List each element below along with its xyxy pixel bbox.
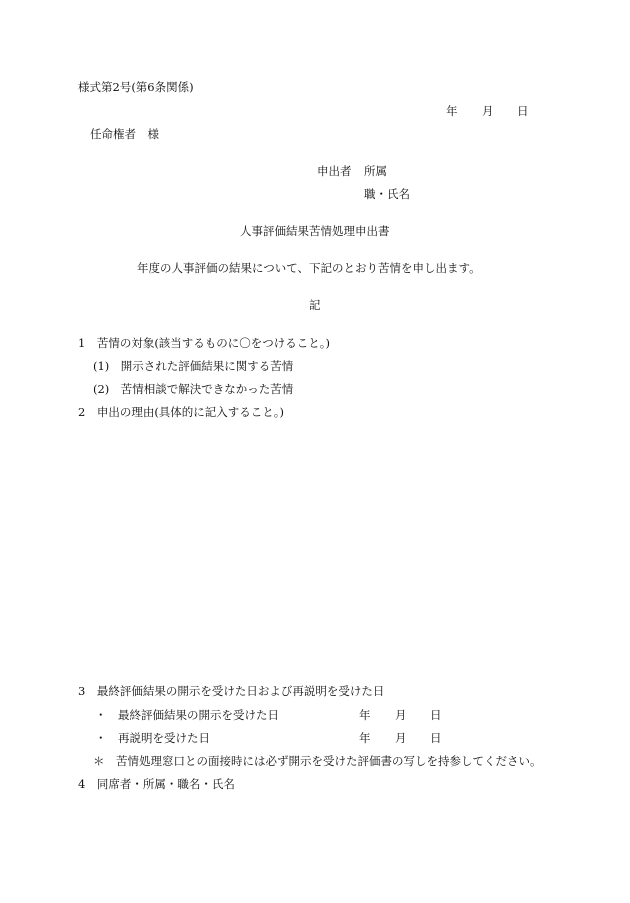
date-day-label: 日: [517, 104, 529, 118]
section-3-row-2-day: 日: [430, 731, 442, 745]
document-title: 人事評価結果苦情処理申出書: [240, 224, 390, 238]
applicant-affiliation-label: 所属: [364, 164, 387, 178]
section-3-heading: 3 最終評価結果の開示を受けた日および再説明を受けた日: [78, 684, 385, 698]
reason-writing-area[interactable]: [78, 425, 548, 675]
applicant-label: 申出者: [317, 164, 352, 178]
section-3-row-1-day: 日: [430, 708, 442, 722]
section-1-option-2: (2) 苦情相談で解決できなかった苦情: [93, 382, 294, 396]
section-2-heading: 2 申出の理由(具体的に記入すること。): [78, 405, 285, 419]
section-3-row-1-year: 年: [359, 708, 371, 722]
section-3-row-2-label: ・ 再説明を受けた日: [95, 731, 210, 745]
applicant-title-name-label: 職・氏名: [364, 187, 410, 201]
section-3-row-2-year: 年: [359, 731, 371, 745]
section-3-row-1-month: 月: [395, 708, 407, 722]
section-4-heading: 4 同席者・所属・職名・氏名: [78, 777, 235, 791]
addressee: 任命権者 様: [90, 127, 159, 141]
section-1-option-1: (1) 開示された評価結果に関する苦情: [93, 359, 294, 373]
form-number-label: 様式第2号(第6条関係): [78, 80, 194, 94]
date-month-label: 月: [482, 104, 494, 118]
date-year-label: 年: [446, 104, 458, 118]
section-3-row-2-month: 月: [395, 731, 407, 745]
ki-marker: 記: [309, 298, 321, 312]
section-3-row-1-label: ・ 最終評価結果の開示を受けた日: [95, 708, 279, 722]
section-3-note: ＊ 苦情処理窓口との面接時には必ず開示を受けた評価書の写しを持参してください。: [93, 754, 542, 768]
section-1-heading: 1 苦情の対象(該当するものに〇をつけること。): [78, 336, 331, 350]
intro-text: 年度の人事評価の結果について、下記のとおり苦情を申し出ます。: [137, 261, 481, 275]
